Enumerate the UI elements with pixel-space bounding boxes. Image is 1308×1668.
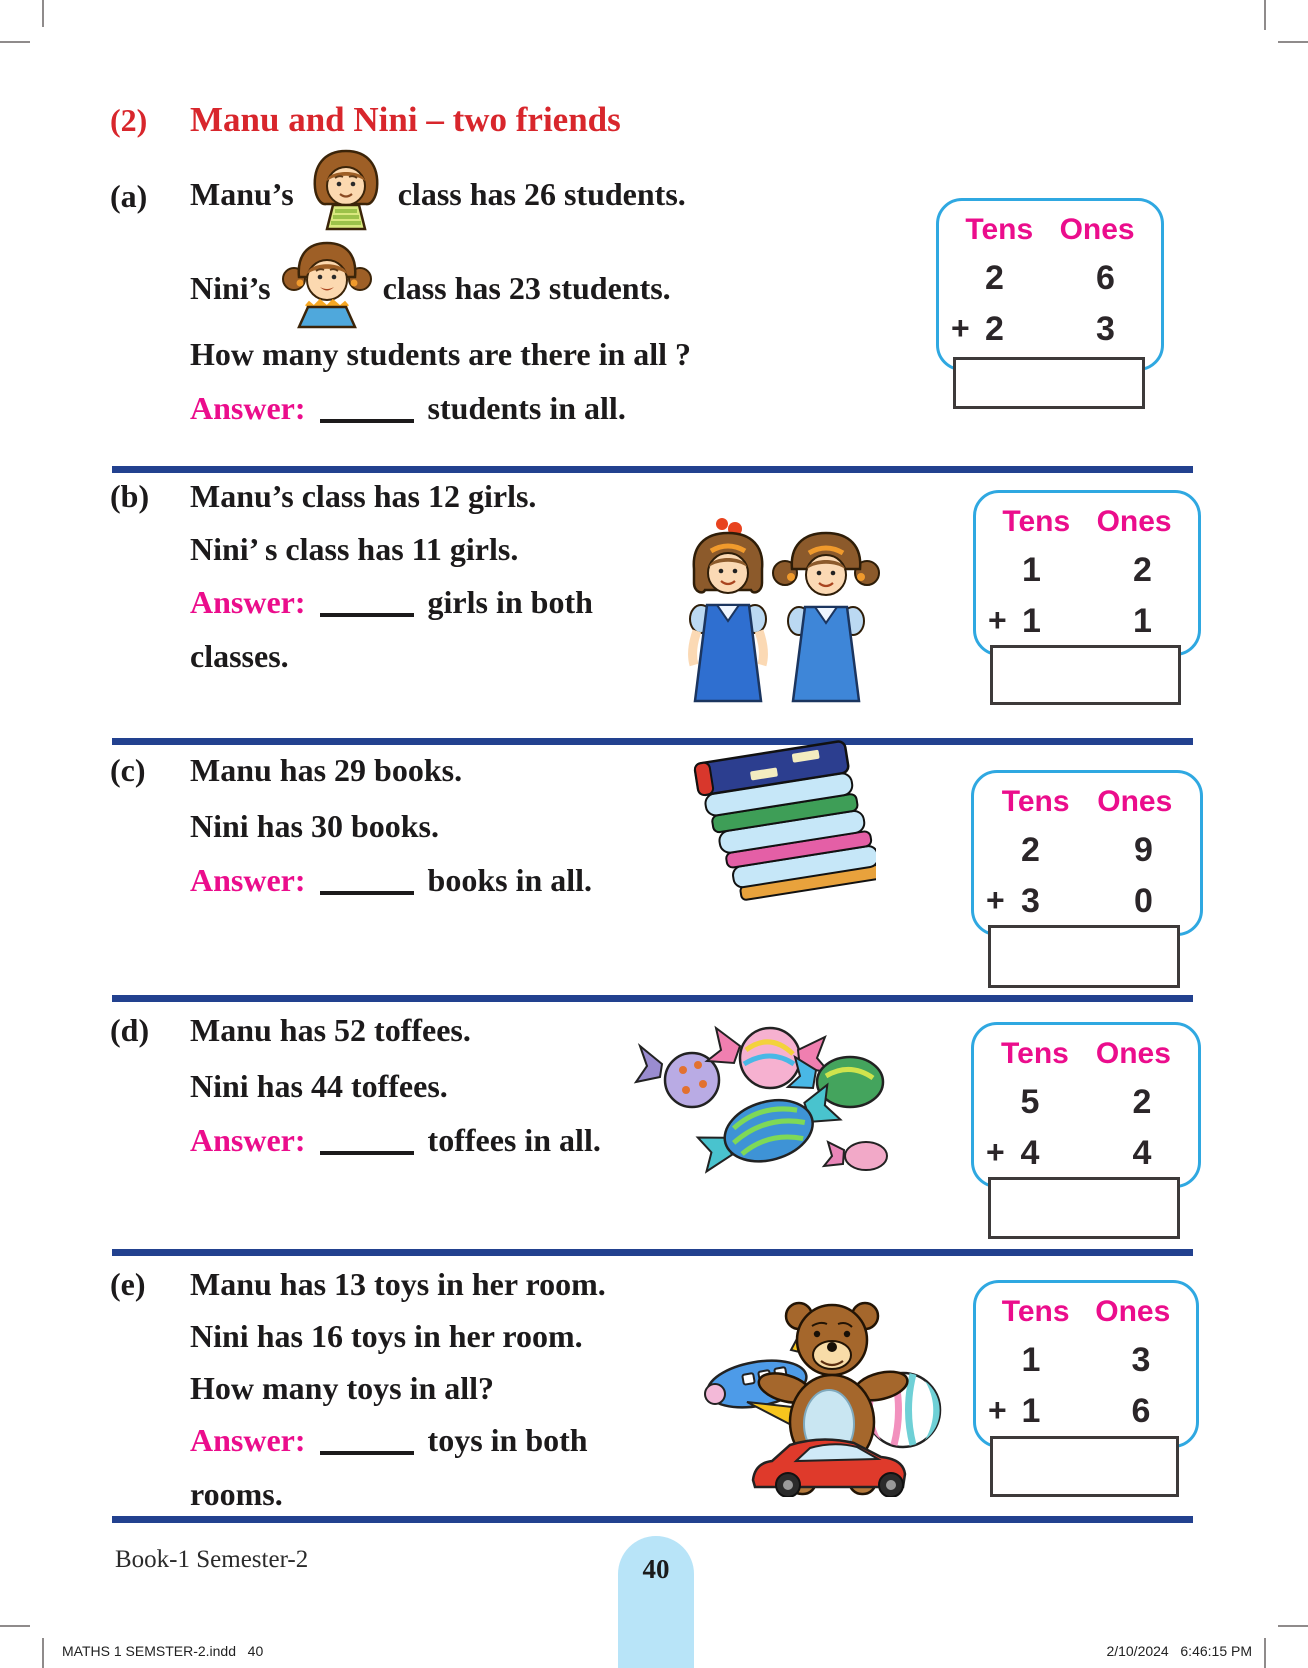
answer-line: [190, 1122, 601, 1159]
toffees-illustration: [628, 1000, 896, 1183]
exercise-number: (2): [110, 102, 148, 138]
crop-mark: [0, 41, 30, 43]
question-text: Manu’s: [190, 175, 294, 212]
answer-text: students in all.: [427, 390, 626, 426]
section-divider: [112, 1516, 1193, 1523]
sum-box: [990, 645, 1181, 705]
question-line: Manu has 29 books.: [190, 752, 463, 788]
tens-digit: 2: [1021, 831, 1040, 869]
tens-header: Tens: [1001, 1295, 1070, 1328]
tens-digit: 2: [985, 310, 1004, 348]
ones-digit: 4: [1132, 1134, 1152, 1172]
answer-label: Answer:: [190, 1122, 306, 1158]
plus-sign: +: [951, 310, 970, 346]
question-line: Manu’s class has 12 girls.: [190, 478, 537, 514]
page-number: 40: [642, 1554, 670, 1584]
answer-line: [190, 390, 626, 427]
toys-illustration: [695, 1282, 943, 1502]
sum-box: [988, 925, 1180, 988]
answer-label: Answer:: [190, 390, 306, 426]
question-line: Nini has 44 toffees.: [190, 1068, 448, 1104]
answer-text: toffees in all.: [427, 1122, 601, 1158]
section-divider: [112, 738, 1193, 745]
plus-sign: +: [988, 602, 1007, 638]
tens-ones-box: [973, 490, 1201, 656]
answer-blank: [320, 419, 414, 423]
nini-avatar: [279, 239, 375, 337]
question-line: [190, 242, 671, 334]
ones-digit: 2: [1133, 551, 1152, 589]
page-number-tab: [618, 1536, 694, 1668]
toy-car: [753, 1439, 905, 1497]
imprint-left: MATHS 1 SEMSTER-2.indd 40: [62, 1643, 264, 1659]
books-illustration: [678, 726, 876, 911]
ones-digit: 6: [1131, 1392, 1151, 1430]
crop-mark: [1264, 1638, 1266, 1668]
question-line: Nini has 30 books.: [190, 808, 439, 844]
plus-sign: +: [988, 1392, 1007, 1428]
tens-digit: 4: [1020, 1134, 1040, 1172]
sum-box: [988, 1177, 1180, 1239]
page-title: Manu and Nini – two friends: [190, 100, 621, 139]
answer-blank: [320, 891, 414, 895]
answer-line: [190, 862, 592, 899]
answer-blank: [320, 1151, 414, 1155]
plus-sign: +: [986, 1134, 1005, 1170]
question-line: [190, 150, 686, 238]
section-label: (c): [110, 752, 146, 788]
section-divider: [112, 1249, 1193, 1256]
question-text: class has 23 students.: [382, 269, 671, 306]
ones-header: Ones: [1097, 785, 1173, 818]
tens-digit: 1: [1021, 1392, 1041, 1430]
question-text: class has 26 students.: [397, 175, 686, 212]
answer-label: Answer:: [190, 584, 306, 620]
sum-box: [953, 357, 1145, 409]
answer-line: [190, 584, 593, 621]
ones-header: Ones: [1095, 1037, 1171, 1070]
answer-label: Answer:: [190, 1422, 306, 1458]
ones-header: Ones: [1059, 213, 1135, 246]
tens-ones-box: [936, 198, 1164, 371]
tens-digit: 1: [1021, 1341, 1041, 1379]
tens-digit: 5: [1020, 1083, 1040, 1121]
sum-box: [990, 1436, 1179, 1497]
ones-digit: 1: [1133, 602, 1152, 640]
tens-header: Tens: [1001, 1037, 1069, 1070]
crop-mark: [0, 1625, 30, 1627]
manu-avatar: [302, 148, 390, 240]
girls-illustration: [663, 515, 883, 708]
question-line: Nini’ s class has 11 girls.: [190, 531, 519, 567]
crop-mark: [1264, 0, 1266, 30]
answer-text: toys in both: [427, 1422, 588, 1458]
tens-header: Tens: [1001, 785, 1070, 818]
crop-mark: [42, 0, 44, 27]
tens-digit: 1: [1022, 602, 1041, 640]
tens-header: Tens: [1002, 505, 1071, 538]
answer-line: [190, 1422, 588, 1459]
tens-digit: 2: [985, 259, 1004, 297]
tens-ones-box: [971, 1022, 1201, 1188]
ones-digit: 3: [1131, 1341, 1151, 1379]
ones-header: Ones: [1096, 505, 1172, 538]
tens-ones-box: [971, 770, 1203, 936]
answer-blank: [320, 1451, 414, 1455]
answer-text: girls in both: [427, 584, 593, 620]
question-line: Nini has 16 toys in her room.: [190, 1318, 583, 1354]
imprint-right: 2/10/2024 6:46:15 PM: [1106, 1643, 1252, 1659]
ones-digit: 3: [1096, 310, 1115, 348]
question-line: Manu has 52 toffees.: [190, 1012, 471, 1048]
ones-digit: 9: [1134, 831, 1153, 869]
tens-digit: 3: [1021, 882, 1040, 920]
ones-digit: 2: [1132, 1083, 1152, 1121]
answer-text: classes.: [190, 638, 289, 674]
plus-sign: +: [986, 882, 1005, 918]
question-line: Manu has 13 toys in her room.: [190, 1266, 606, 1302]
question-line: How many toys in all?: [190, 1370, 495, 1406]
crop-mark: [1278, 1625, 1308, 1627]
tens-header: Tens: [965, 213, 1034, 246]
section-label: (b): [110, 478, 150, 514]
section-label: (d): [110, 1012, 150, 1048]
footer-book-label: Book-1 Semester-2: [115, 1546, 309, 1573]
tens-ones-box: [973, 1280, 1199, 1448]
ones-header: Ones: [1095, 1295, 1171, 1328]
answer-blank: [320, 613, 414, 617]
question-text: Nini’s: [190, 269, 271, 306]
question-line: How many students are there in all ?: [190, 336, 692, 372]
ones-digit: 6: [1096, 259, 1115, 297]
section-label: (a): [110, 178, 148, 214]
answer-text: books in all.: [427, 862, 593, 898]
section-label: (e): [110, 1266, 146, 1302]
ones-digit: 0: [1134, 882, 1153, 920]
crop-mark: [1278, 41, 1308, 43]
answer-label: Answer:: [190, 862, 306, 898]
answer-text: rooms.: [190, 1476, 283, 1512]
crop-mark: [42, 1638, 44, 1668]
tens-digit: 1: [1022, 551, 1041, 589]
section-divider: [112, 466, 1193, 473]
